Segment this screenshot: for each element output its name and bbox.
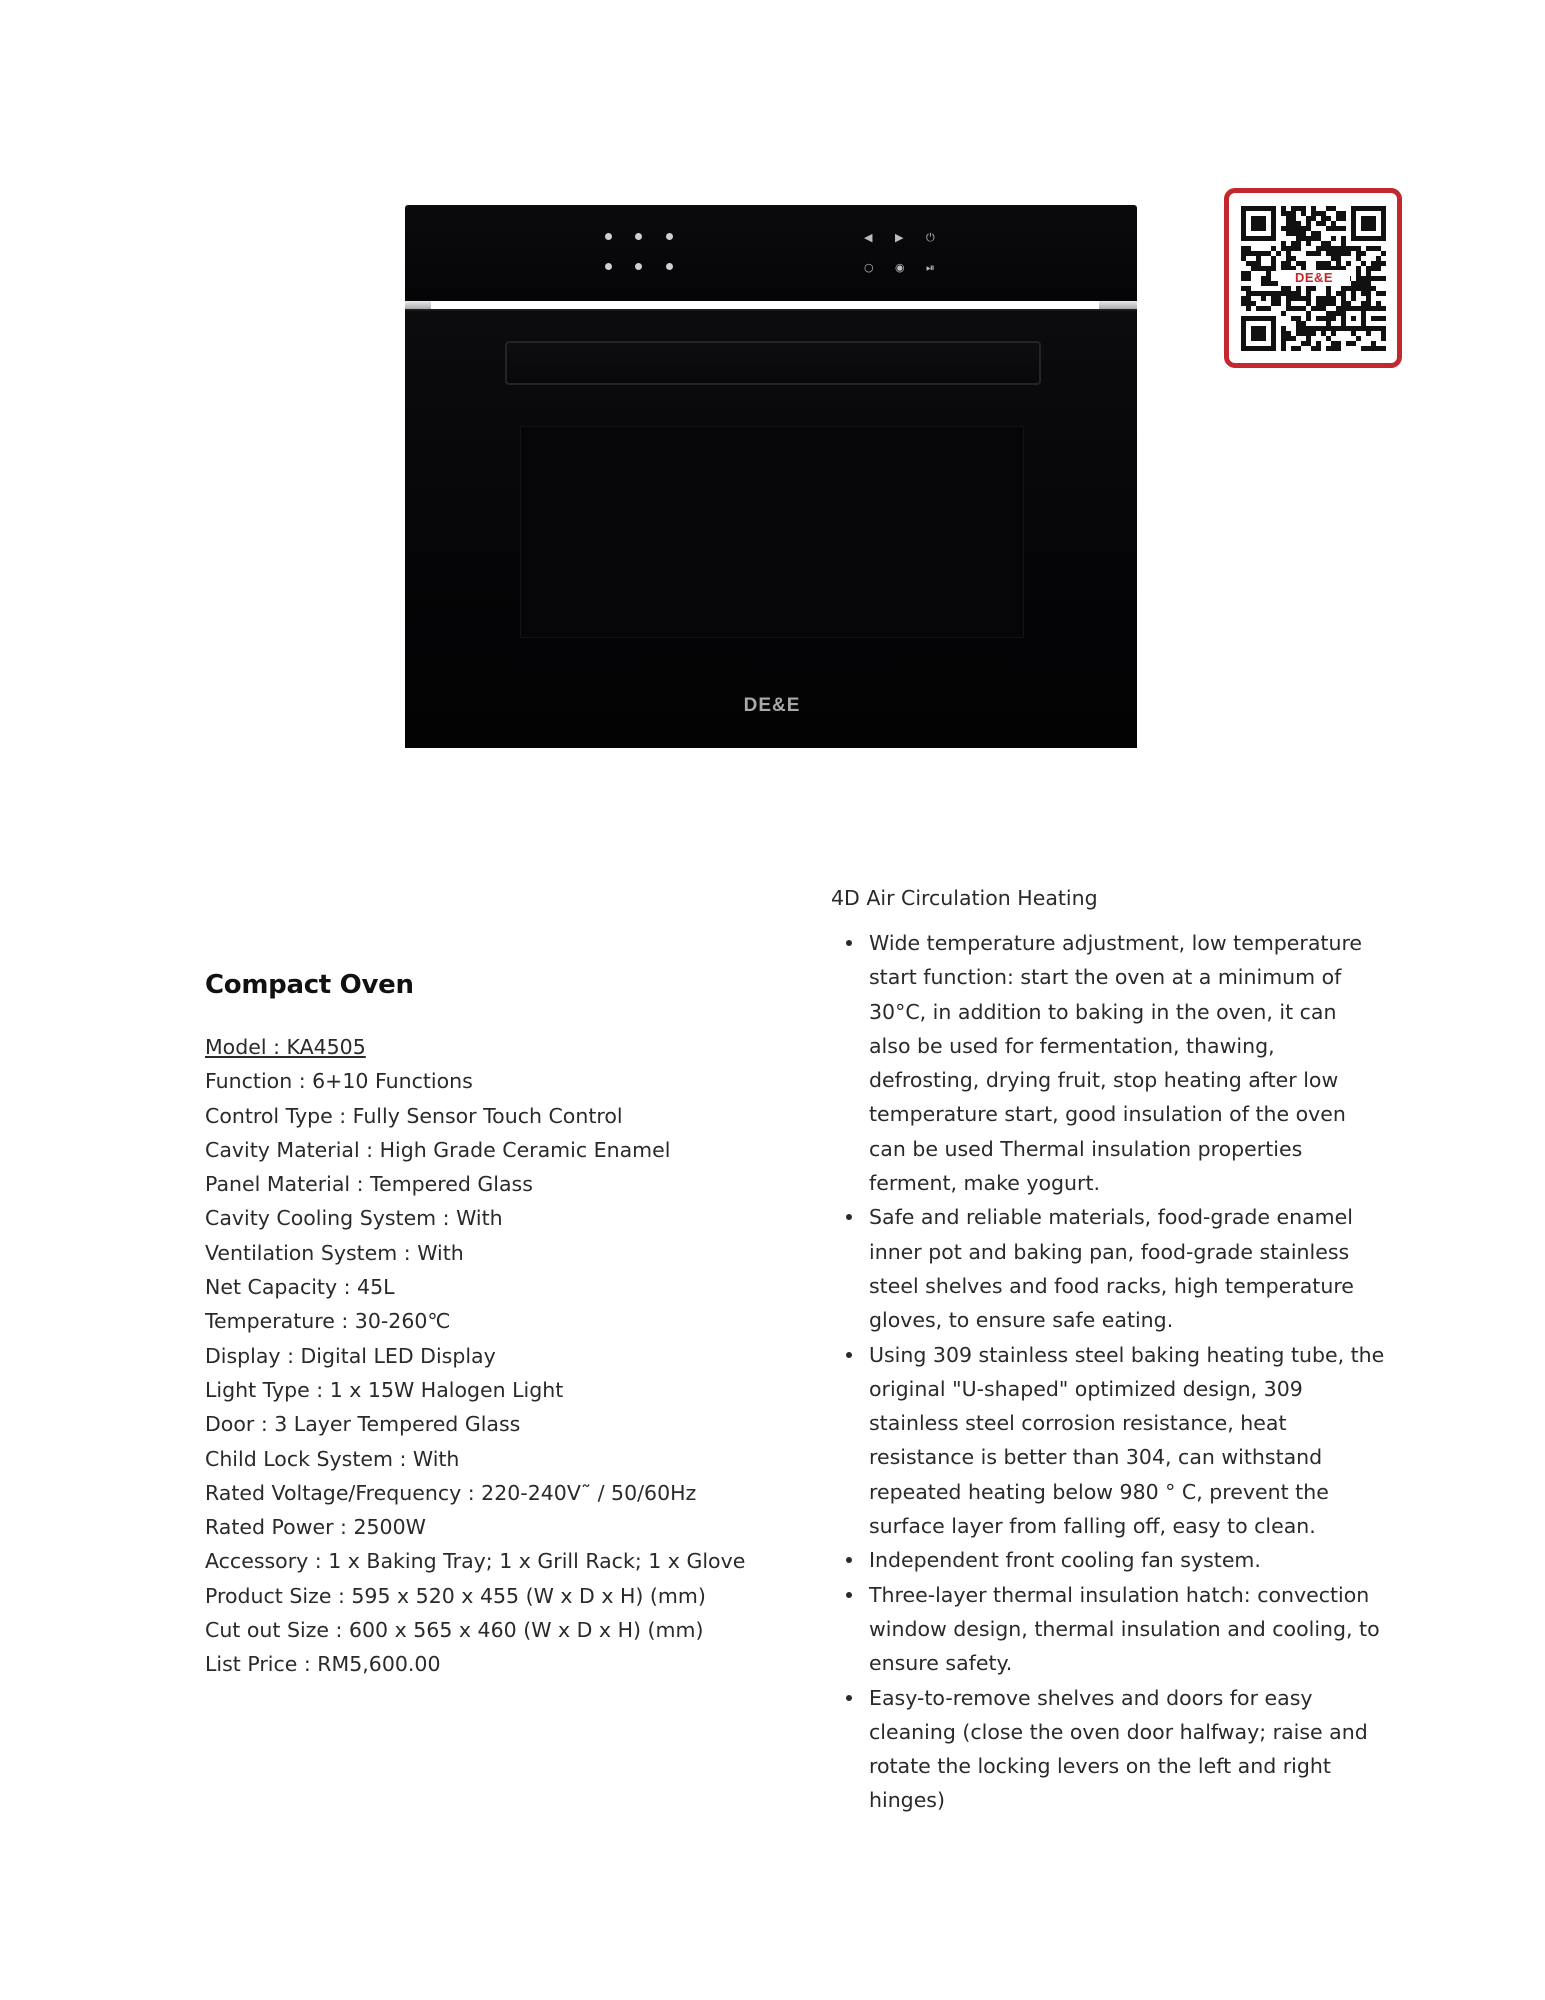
left-arrow-icon: ◀ <box>864 231 873 244</box>
feature-list <box>831 926 1409 1818</box>
spec-list <box>205 1030 745 1682</box>
oven-door-handle <box>505 341 1041 385</box>
feature-line: defrosting, drying fruit, stop heating after low <box>869 1068 1339 1093</box>
spec-line: Door : 3 Layer Tempered Glass <box>205 1412 521 1437</box>
feature-line: Wide temperature adjustment, low temperature <box>869 931 1363 955</box>
oven-door <box>405 309 1137 748</box>
spec-line: Rated Power : 2500W <box>205 1515 426 1540</box>
brand-logo: DE&E <box>743 695 801 716</box>
oven-window <box>520 426 1024 638</box>
feature-line: surface layer from falling off, easy to clean. <box>869 1514 1316 1539</box>
spec-line: Cavity Cooling System : With <box>205 1206 503 1231</box>
feature-line: Independent front cooling fan system. <box>869 1548 1261 1573</box>
feature-line: also be used for fermentation, thawing, <box>869 1033 1275 1058</box>
feature-item <box>869 1578 1409 1681</box>
qr-brand-logo: DE&E <box>1278 270 1350 286</box>
function-dot-icon <box>635 233 642 240</box>
feature-line: cleaning (close the oven door halfway; raise and <box>869 1719 1368 1744</box>
feature-line: original "U-shaped" optimized design, 309 <box>869 1376 1303 1401</box>
spec-line: Cavity Material : High Grade Ceramic Enamel <box>205 1137 671 1162</box>
function-dot-icon <box>666 263 673 270</box>
spec-line: Display : Digital LED Display <box>205 1343 496 1368</box>
spec-line: Ventilation System : With <box>205 1240 464 1265</box>
feature-line: Using 309 stainless steel baking heating tube, the <box>869 1342 1385 1367</box>
start-pause-icon: ⏯ <box>926 261 935 274</box>
feature-item <box>869 1543 1409 1577</box>
feature-heading: 4D Air Circulation Heating <box>831 886 1098 910</box>
spec-line: Net Capacity : 45L <box>205 1275 395 1300</box>
feature-line: stainless steel corrosion resistance, heat <box>869 1411 1287 1436</box>
function-dot-icon <box>635 263 642 270</box>
feature-line: window design, thermal insulation and cooling, to <box>869 1616 1380 1641</box>
feature-item <box>869 1681 1409 1818</box>
feature-line: temperature start, good insulation of the oven <box>869 1102 1346 1127</box>
right-arrow-icon: ▶ <box>895 231 904 244</box>
feature-line: ensure safety. <box>869 1651 1013 1676</box>
spec-line: Child Lock System : With <box>205 1446 460 1471</box>
feature-line: hinges) <box>869 1788 945 1813</box>
feature-item <box>869 1338 1409 1544</box>
power-icon: ⏻ <box>926 231 935 244</box>
feature-line: rotate the locking levers on the left and right <box>869 1754 1331 1779</box>
feature-line: start function: start the oven at a minimum of <box>869 965 1342 990</box>
spec-line: Accessory : 1 x Baking Tray; 1 x Grill Rack; 1 x Glove <box>205 1549 746 1574</box>
spec-line: Light Type : 1 x 15W Halogen Light <box>205 1377 564 1402</box>
spec-line: Control Type : Fully Sensor Touch Control <box>205 1103 623 1128</box>
feature-line: can be used Thermal insulation properties <box>869 1136 1303 1161</box>
oven-control-panel <box>405 205 1137 301</box>
spec-line: Function : 6+10 Functions <box>205 1069 473 1094</box>
function-dot-icon <box>666 233 673 240</box>
function-dot-icon <box>605 263 612 270</box>
feature-item <box>869 926 1409 1200</box>
spec-line: Temperature : 30-260℃ <box>205 1309 451 1334</box>
spec-line: Product Size : 595 x 520 x 455 (W x D x H) (mm) <box>205 1583 706 1608</box>
spec-line: Cut out Size : 600 x 565 x 460 (W x D x H) (mm) <box>205 1618 704 1643</box>
feature-line: resistance is better than 304, can withstand <box>869 1445 1323 1470</box>
feature-line: repeated heating below 980 ° C, prevent the <box>869 1479 1329 1504</box>
feature-line: gloves, to ensure safe eating. <box>869 1308 1174 1333</box>
product-title: Compact Oven <box>205 970 414 1000</box>
feature-line: ferment, make yogurt. <box>869 1171 1101 1196</box>
model-number: Model : KA4505 <box>205 1035 366 1059</box>
feature-line: steel shelves and food racks, high temperature <box>869 1273 1354 1298</box>
feature-item <box>869 1200 1409 1337</box>
function-dot-icon <box>605 233 612 240</box>
timer-icon: ◉ <box>895 261 905 274</box>
spec-line: List Price : RM5,600.00 <box>205 1652 441 1677</box>
spec-line: Rated Voltage/Frequency : 220-240V˜ / 50/60Hz <box>205 1480 697 1505</box>
spec-line: Panel Material : Tempered Glass <box>205 1172 533 1197</box>
feature-line: Safe and reliable materials, food-grade enamel <box>869 1205 1353 1230</box>
oven-product-image <box>405 205 1137 746</box>
feature-line: Easy-to-remove shelves and doors for easy <box>869 1685 1313 1710</box>
feature-line: Three-layer thermal insulation hatch: convection <box>869 1582 1370 1607</box>
feature-line: inner pot and baking pan, food-grade stainless <box>869 1239 1350 1264</box>
qr-code <box>1224 188 1402 368</box>
feature-line: 30°C, in addition to baking in the oven, it can <box>869 999 1337 1024</box>
light-icon: ○ <box>864 261 874 274</box>
